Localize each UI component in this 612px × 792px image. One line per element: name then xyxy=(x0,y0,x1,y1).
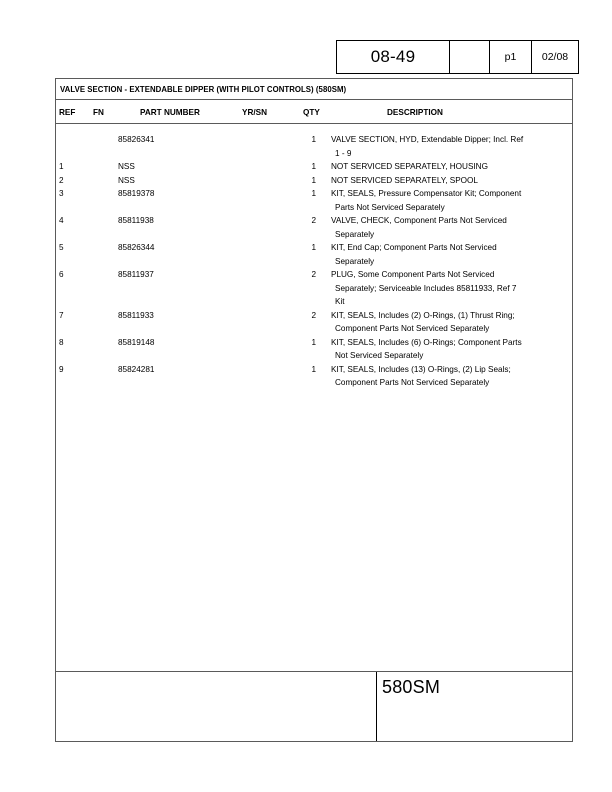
description-line: KIT, SEALS, Includes (6) O-Rings; Component Parts xyxy=(331,337,522,347)
section-number-cell: 08-49 xyxy=(337,41,450,74)
cell-qty: 1 xyxy=(311,337,316,347)
column-header-ref: REF xyxy=(59,108,76,117)
cell-ref: 7 xyxy=(59,310,64,320)
cell-ref: 8 xyxy=(59,337,64,347)
cell-ref: 5 xyxy=(59,243,64,252)
cell-part_number: 85826341 xyxy=(118,135,155,144)
parts-rows-region xyxy=(56,124,572,671)
column-header-part-number: PART NUMBER xyxy=(140,108,200,117)
column-header-qty: QTY xyxy=(303,108,320,117)
parts-rows-list xyxy=(56,124,572,390)
description-line: Separately; Serviceable Includes 85811933, Ref 7 xyxy=(335,283,517,293)
cell-description xyxy=(331,133,559,160)
cell-description xyxy=(331,309,559,336)
cell-description xyxy=(331,214,559,241)
table-row xyxy=(56,187,572,214)
cell-part_number: 85811933 xyxy=(118,310,154,320)
description-line: Kit xyxy=(335,297,345,306)
description-line: PLUG, Some Component Parts Not Serviced xyxy=(331,270,495,279)
table-row xyxy=(56,268,572,309)
column-header-row xyxy=(56,100,572,124)
column-header-yr-sn: YR/SN xyxy=(242,108,268,117)
cell-description xyxy=(331,174,559,188)
cell-part_number: 85811937 xyxy=(118,270,154,279)
blank-cell xyxy=(450,41,490,74)
description-line: VALVE SECTION, HYD, Extendable Dipper; Incl. Ref xyxy=(331,135,524,144)
cell-ref: 3 xyxy=(59,189,64,198)
table-row xyxy=(56,309,572,336)
page-identification-table xyxy=(336,40,579,74)
cell-ref: 2 xyxy=(59,175,64,185)
description-line: Not Serviced Separately xyxy=(335,351,424,360)
table-row xyxy=(56,214,572,241)
footer-band xyxy=(56,671,572,741)
cell-description xyxy=(331,160,559,174)
cell-part_number: 85811938 xyxy=(118,216,154,225)
cell-part_number: 85819148 xyxy=(118,337,155,347)
description-line: 1 - 9 xyxy=(335,148,352,158)
cell-qty: 1 xyxy=(311,243,316,252)
column-header-fn: FN xyxy=(93,108,104,117)
page-number-cell: p1 xyxy=(490,41,532,74)
cell-ref: 6 xyxy=(59,270,64,279)
cell-qty: 2 xyxy=(311,310,316,320)
cell-qty: 1 xyxy=(311,175,316,185)
description-line: Separately xyxy=(335,256,375,266)
description-line: Separately xyxy=(335,229,375,239)
cell-description xyxy=(331,268,559,309)
cell-qty: 1 xyxy=(311,162,316,171)
cell-ref: 9 xyxy=(59,364,64,374)
cell-description xyxy=(331,363,559,390)
footer-left-cell xyxy=(56,672,377,741)
section-title-bar xyxy=(56,79,572,100)
cell-ref: 1 xyxy=(59,162,64,171)
cell-qty: 2 xyxy=(311,270,316,279)
table-row xyxy=(56,174,572,188)
page-identification-row xyxy=(337,41,579,74)
table-row xyxy=(56,336,572,363)
description-line: Component Parts Not Serviced Separately xyxy=(335,378,490,387)
parts-list-frame xyxy=(55,78,573,742)
description-line: VALVE, CHECK, Component Parts Not Serviced xyxy=(331,216,507,225)
cell-part_number: 85826344 xyxy=(118,243,155,252)
cell-qty: 1 xyxy=(311,189,316,198)
cell-description xyxy=(331,187,559,214)
column-header-description: DESCRIPTION xyxy=(387,108,443,117)
cell-qty: 1 xyxy=(311,135,316,144)
cell-qty: 1 xyxy=(311,364,316,374)
table-row xyxy=(56,133,572,160)
description-line: Parts Not Serviced Separately xyxy=(335,202,445,212)
cell-ref: 4 xyxy=(59,216,64,225)
section-title: VALVE SECTION - EXTENDABLE DIPPER (WITH PILOT CONTROLS) (580SM) xyxy=(60,84,347,94)
description-line: KIT, End Cap; Component Parts Not Serviced xyxy=(331,243,497,252)
table-row xyxy=(56,160,572,174)
cell-description xyxy=(331,241,559,268)
revision-date-cell: 02/08 xyxy=(532,41,579,74)
table-row xyxy=(56,363,572,390)
description-line: KIT, SEALS, Includes (2) O-Rings, (1) Thrust Ring; xyxy=(331,310,515,320)
cell-part_number: NSS xyxy=(118,175,135,185)
cell-part_number: 85824281 xyxy=(118,364,155,374)
cell-part_number: NSS xyxy=(118,162,135,171)
description-line: NOT SERVICED SEPARATELY, SPOOL xyxy=(331,175,478,185)
table-row xyxy=(56,241,572,268)
cell-qty: 2 xyxy=(311,216,316,225)
description-line: KIT, SEALS, Includes (13) O-Rings, (2) Lip Seals; xyxy=(331,364,511,374)
description-line: NOT SERVICED SEPARATELY, HOUSING xyxy=(331,162,488,171)
description-line: Component Parts Not Serviced Separately xyxy=(335,324,490,333)
cell-description xyxy=(331,336,559,363)
description-line: KIT, SEALS, Pressure Compensator Kit; Component xyxy=(331,189,522,198)
model-designation: 580SM xyxy=(382,677,441,697)
footer-right-cell xyxy=(377,672,572,741)
cell-part_number: 85819378 xyxy=(118,189,155,198)
